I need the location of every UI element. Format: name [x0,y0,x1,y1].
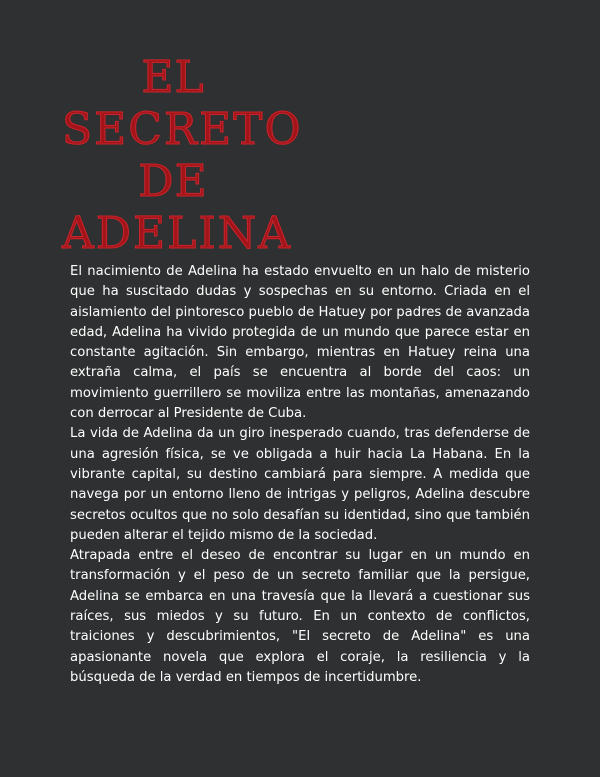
title-line-4: ADELINA [62,208,293,259]
title-line-1: EL [141,52,205,103]
synopsis-paragraph-2: La vida de Adelina da un giro inesperado cuando, tras defenderse de una agresión física, se ve obligada a huir hacia La Habana. En la vibrante capital, su destino cambiará para siempre. A medida que navega por un entorno lleno de intrigas y peligros, Adelina descubre secretos ocultos que no solo desafían su identidad, sino que también pueden alterar el tejido mismo de la sociedad. [70,426,530,543]
title-line-2: SECRETO [62,104,303,155]
book-title [62,52,303,260]
synopsis-paragraph-3: Atrapada entre el deseo de encontrar su lugar en un mundo en transformación y el peso de un secreto familiar que la persigue, Adelina se embarca en una travesía que la llevará a cuestionar sus raíces, sus miedos y su futuro. En un contexto de conflictos, traiciones y descubrimientos, "El secreto de Adelina" es una apasionante novela que explora el coraje, la resiliencia y la búsqueda de la verdad en tiempos de incertidumbre. [70,548,530,685]
synopsis [70,262,530,688]
synopsis-paragraph-1: El nacimiento de Adelina ha estado envuelto en un halo de misterio que ha suscitado dudas y sospechas en su entorno. Criada en el aislamiento del pintoresco pueblo de Hatuey por padres de avanzada edad, Adelina ha vivido protegida de un mundo que parece estar en constante agitación. Sin embargo, mientras en Hatuey reina una extraña calma, el país se encuentra al borde del caos: un movimiento guerrillero se moviliza entre las montañas, amenazando con derrocar al Presidente de Cuba. [70,264,530,422]
title-line-3: DE [138,156,208,207]
